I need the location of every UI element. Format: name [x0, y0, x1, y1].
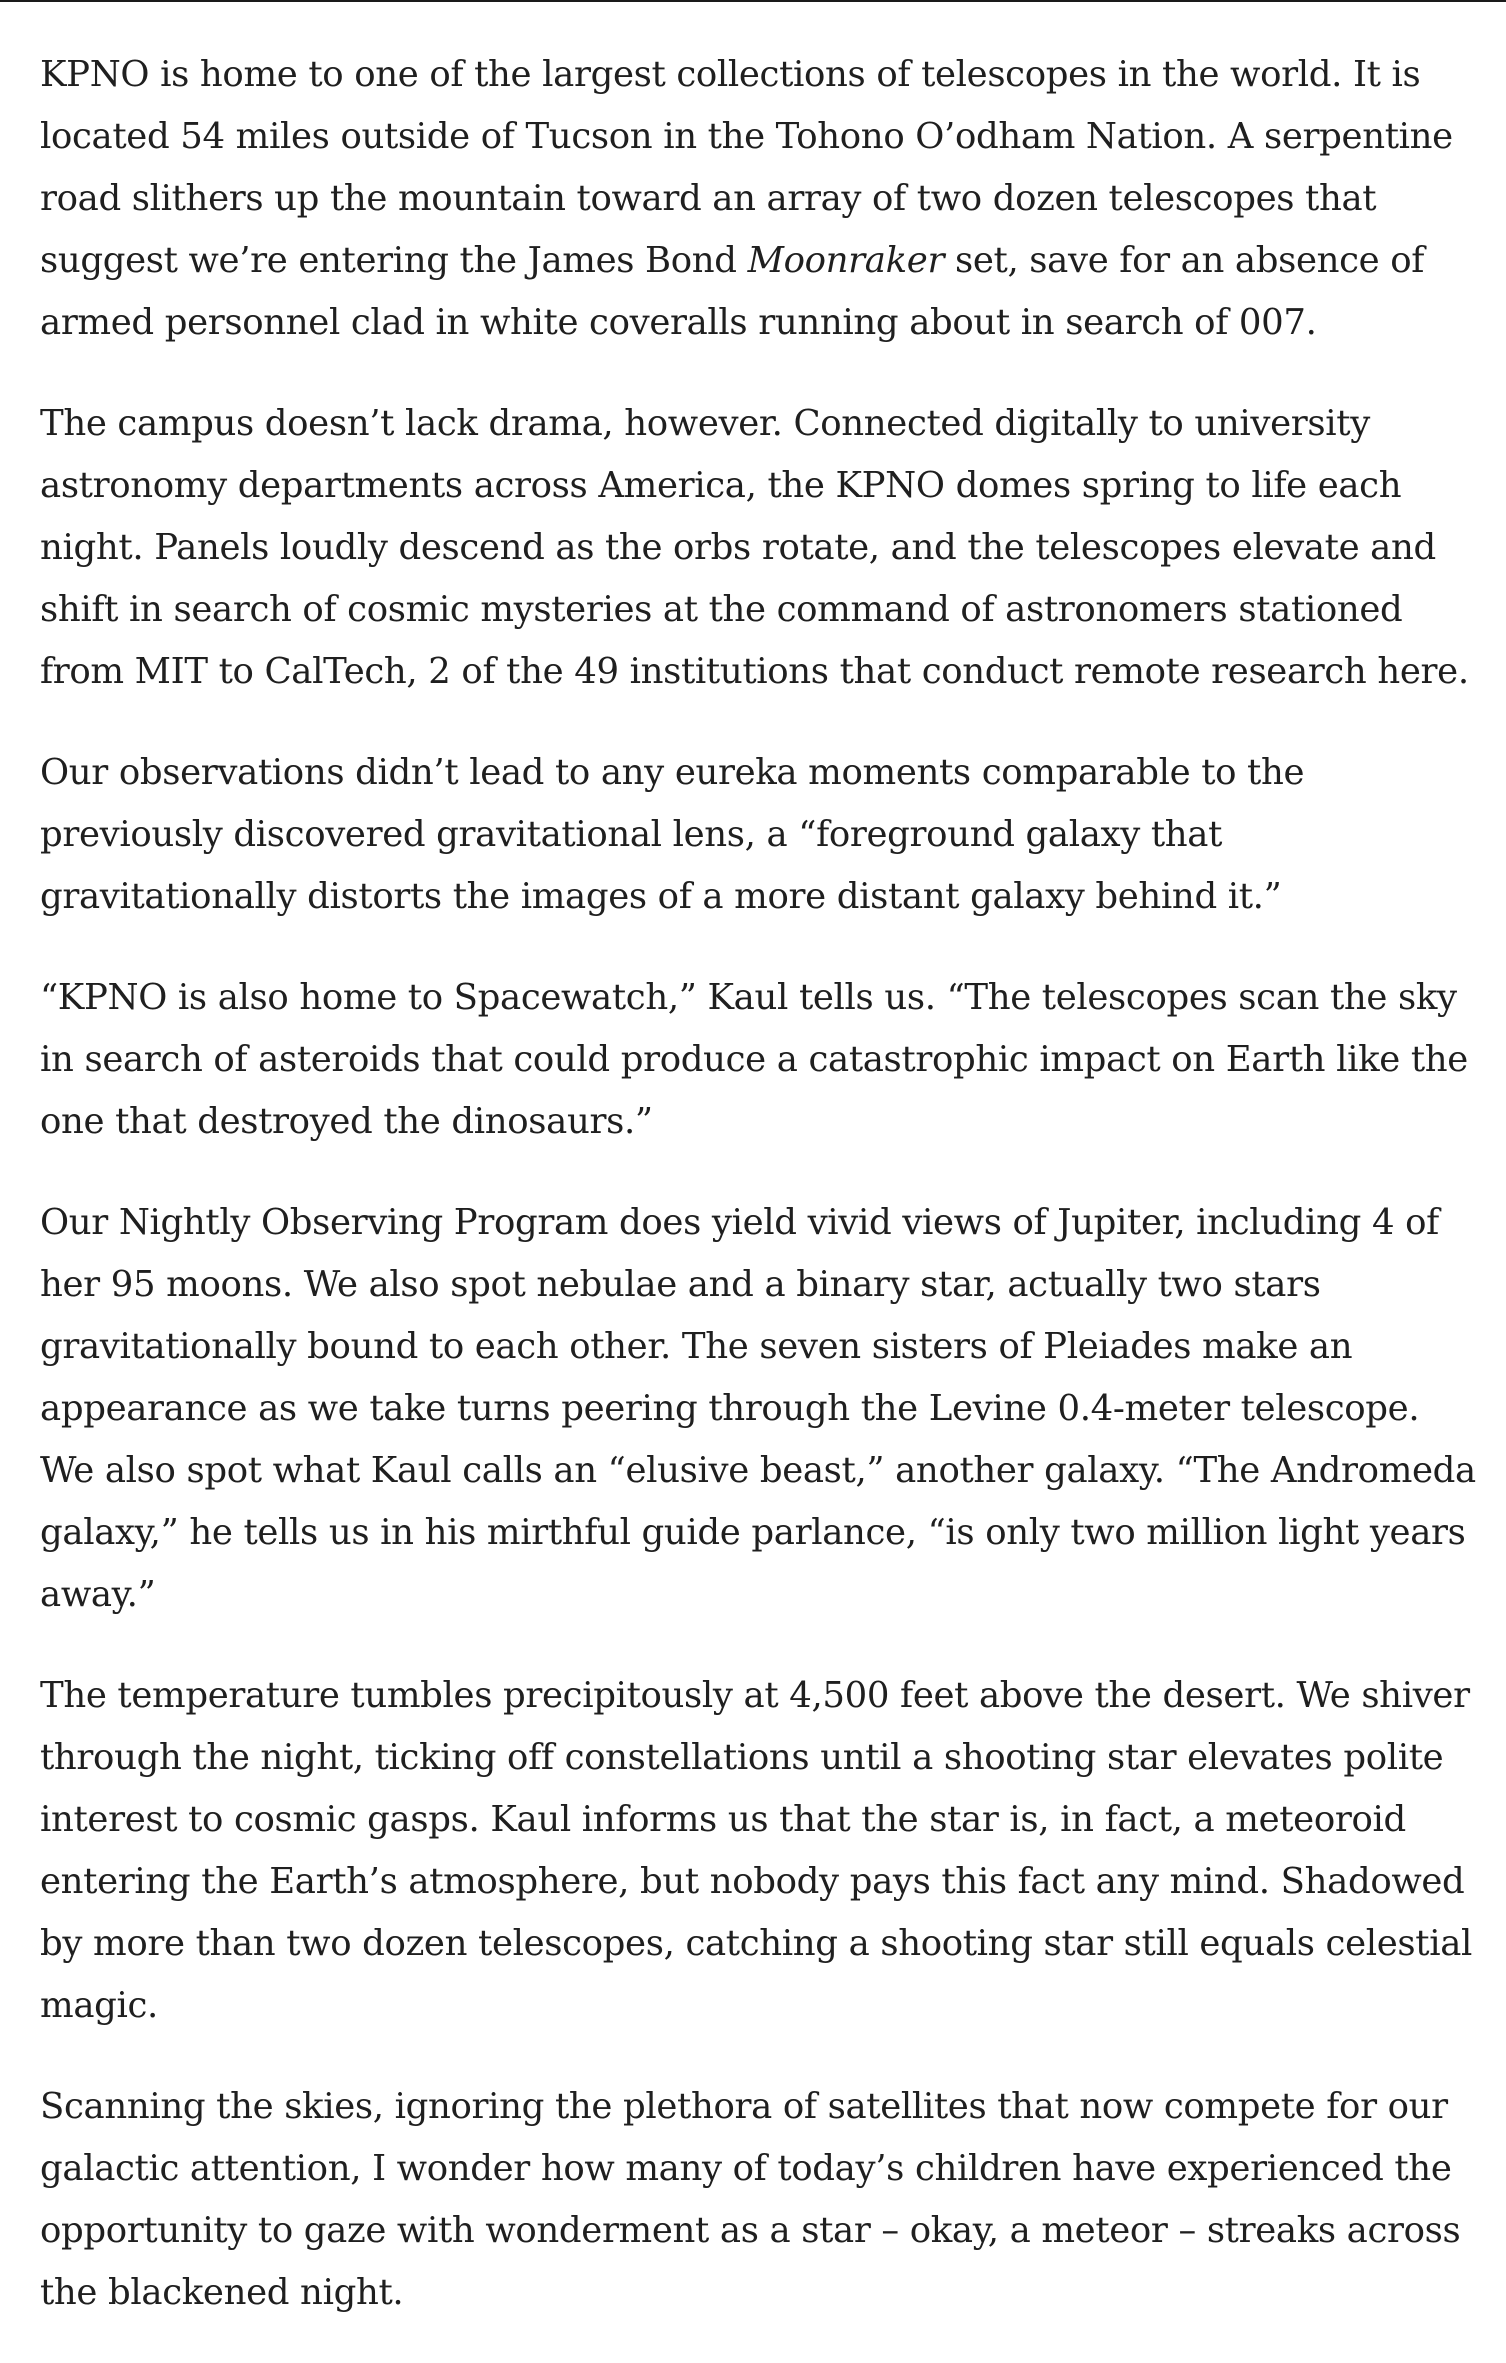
paragraph-5: Our Nightly Observing Program does yield vivid views of Jupiter, including 4 of her 95 moons. We also spot nebulae and a binary star, actually two stars gravitationally bound to each other. The seven sisters of Pleiades make an appearance as we take turns peering through the Levine 0.4-meter telescope. We also spot what Kaul calls an “elusive beast,” another galaxy. “The Andromeda galaxy,” he tells us in his mirthful guide parlance, “is only two million light years away.” — [40, 1202, 1476, 1615]
paragraph-4: “KPNO is also home to Spacewatch,” Kaul tells us. “The telescopes scan the sky in search of asteroids that could produce a catastrophic impact on Earth like the one that destroyed the dinosaurs.” — [40, 977, 1468, 1142]
paragraph-2: The campus doesn’t lack drama, however. Connected digitally to university astronomy departments across America, the KPNO domes spring to life each night. Panels loudly descend as the orbs rotate, and the telescopes elevate and shift in search of cosmic mysteries at the command of astronomers stationed from MIT to CalTech, 2 of the 49 institutions that conduct remote research here. — [40, 403, 1469, 692]
top-divider — [0, 0, 1506, 2]
paragraph-1 — [40, 44, 1480, 354]
paragraph-1-text-before: KPNO is home to one of the largest collections of telescopes in the world. It is located 54 miles outside of Tucson in the Tohono O’odham Nation. A serpentine road slithers up the mountain toward an array of two dozen telescopes that suggest we’re entering the James Bond — [40, 54, 1453, 281]
paragraph-1-text-after: set, save for an absence of armed personnel clad in white coveralls running about in search of 007. — [40, 240, 1425, 343]
paragraph-6: The temperature tumbles precipitously at 4,500 feet above the desert. We shiver through the night, ticking off constellations until a shooting star elevates polite interest to cosmic gasps. Kaul informs us that the star is, in fact, a meteoroid entering the Earth’s atmosphere, but nobody pays this fact any mind. Shadowed by more than two dozen telescopes, catching a shooting star still equals celestial magic. — [40, 1675, 1473, 2026]
paragraph-3: Our observations didn’t lead to any eureka moments comparable to the previously discovered gravitational lens, a “foreground galaxy that gravitationally distorts the images of a more distant galaxy behind it.” — [40, 752, 1305, 917]
article-body — [40, 44, 1480, 2363]
paragraph-7: Scanning the skies, ignoring the plethora of satellites that now compete for our galactic attention, I wonder how many of today’s children have experienced the opportunity to gaze with wonderment as a star – okay, a meteor – streaks across the blackened night. — [40, 2086, 1461, 2313]
movie-title-italic: Moonraker — [747, 240, 945, 281]
